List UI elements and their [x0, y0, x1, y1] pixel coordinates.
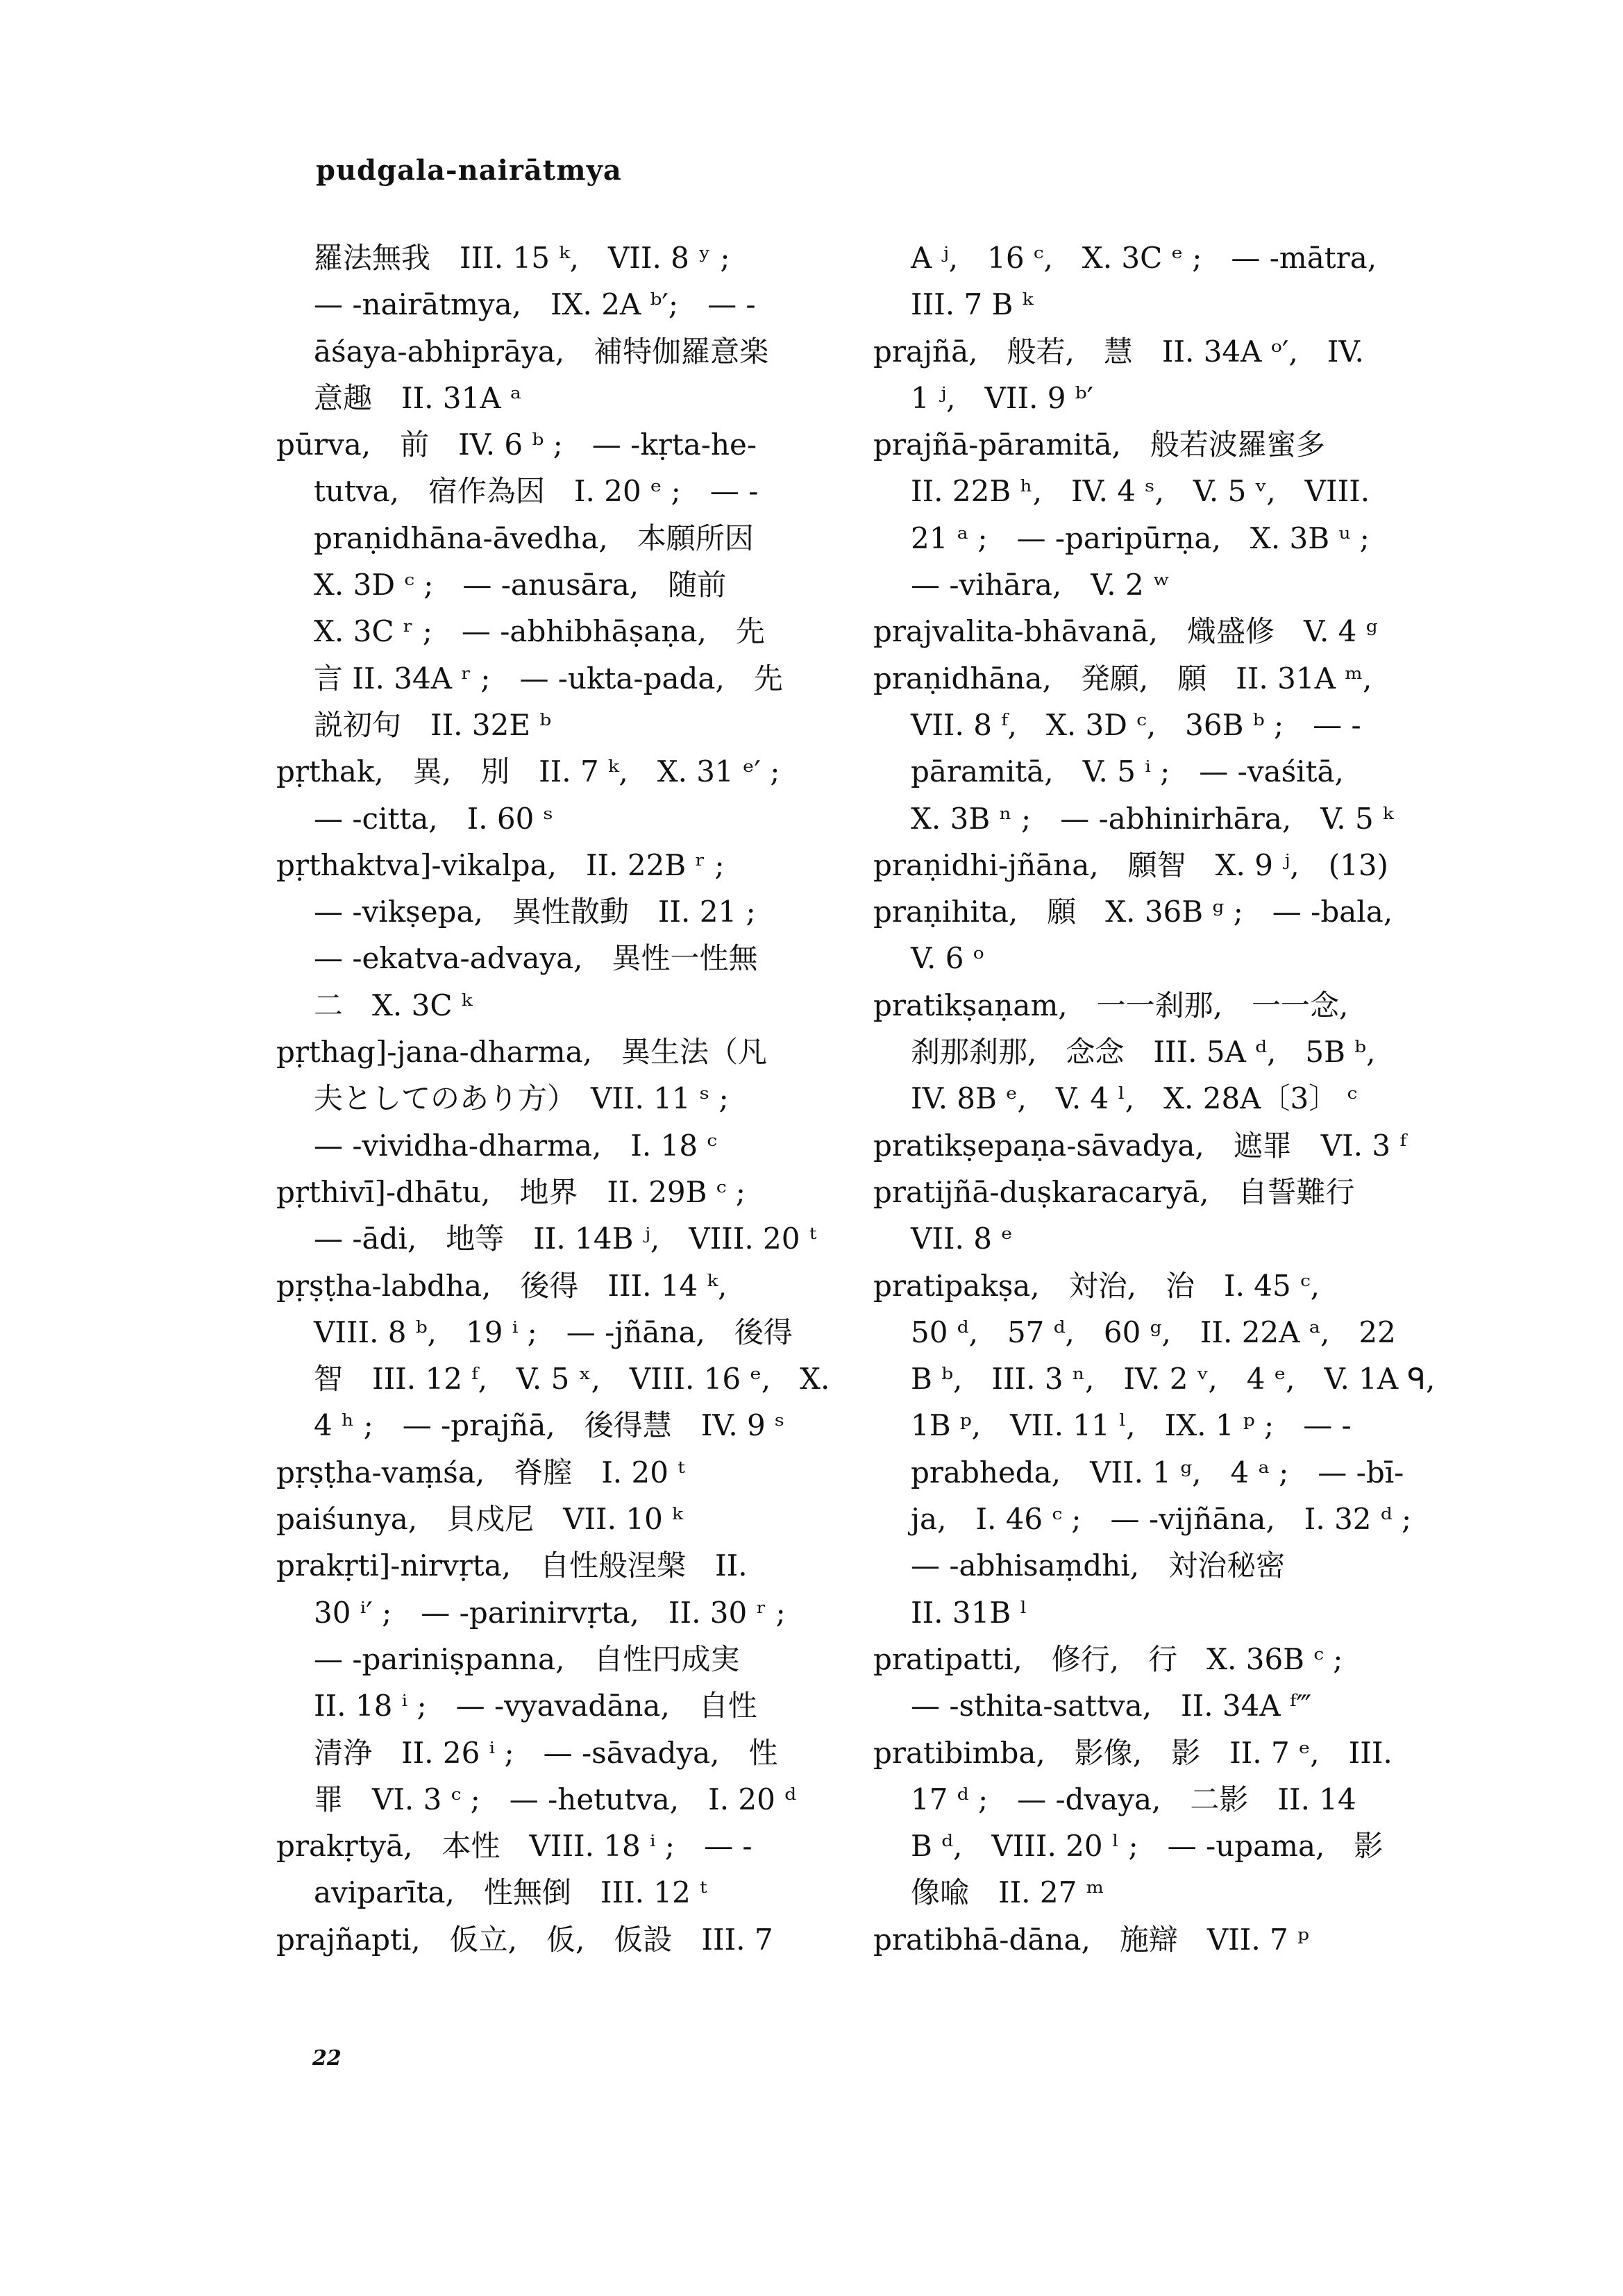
index-line: aviparīta, 性無倒 III. 12 ᵗ: [314, 1875, 707, 1910]
index-line: pratikṣaṇam, 一一刹那, 一一念,: [873, 988, 1349, 1022]
index-line: 智 III. 12 ᶠ, V. 5 ˣ, VIII. 16 ᵉ, X.: [314, 1362, 830, 1396]
index-line: VII. 8 ᶠ, X. 3D ᶜ, 36B ᵇ ; — -: [911, 707, 1361, 742]
index-line: prakṛtyā, 本性 VIII. 18 ⁱ ; — -: [276, 1829, 752, 1864]
index-line: — -nairātmya, IX. 2A ᵇ′; — -: [314, 287, 756, 322]
index-line: pāramitā, V. 5 ⁱ ; — -vaśitā,: [911, 754, 1344, 789]
index-line: V. 6 ᵒ: [911, 941, 984, 976]
index-line: 50 ᵈ, 57 ᵈ, 60 ᵍ, II. 22A ᵃ, 22: [911, 1315, 1396, 1349]
right-column: [873, 235, 1436, 1963]
index-line: paiśunya, 貝戍尼 VII. 10 ᵏ: [276, 1502, 683, 1537]
index-line: pṛthag]-jana-dharma, 異生法（凡: [276, 1035, 768, 1070]
index-line: 夫としてのあり方） VII. 11 ˢ ;: [314, 1081, 729, 1116]
index-line: X. 3B ⁿ ; — -abhinirhāra, V. 5 ᵏ: [911, 801, 1394, 836]
index-line: prajñā, 般若, 慧 II. 34A ᵒ′, IV.: [873, 334, 1364, 369]
index-line: pratikṣepaṇa-sāvadya, 遮罪 VI. 3 ᶠ: [873, 1128, 1406, 1163]
index-line: pratipakṣa, 対治, 治 I. 45 ᶜ,: [873, 1268, 1320, 1303]
index-line: II. 18 ⁱ ; — -vyavadāna, 自性: [314, 1689, 757, 1723]
index-line: pṛthak, 異, 別 II. 7 ᵏ, X. 31 ᵉ′ ;: [276, 754, 780, 789]
index-line: III. 7 B ᵏ: [911, 287, 1034, 322]
index-line: prajñā-pāramitā, 般若波羅蜜多: [873, 428, 1325, 462]
index-line: ja, I. 46 ᶜ ; — -vijñāna, I. 32 ᵈ ;: [911, 1502, 1412, 1537]
index-line: prabheda, VII. 1 ᵍ, 4 ᵃ ; — -bī-: [911, 1455, 1404, 1489]
index-line: 説初句 II. 32E ᵇ: [314, 707, 552, 742]
index-line: — -ādi, 地等 II. 14B ʲ, VIII. 20 ᵗ: [314, 1222, 817, 1256]
index-line: praṇidhāna-āvedha, 本願所因: [314, 521, 754, 555]
index-line: pratibhā-dāna, 施辯 VII. 7 ᵖ: [873, 1922, 1309, 1957]
index-line: praṇidhi-jñāna, 願智 X. 9 ʲ, (13): [873, 847, 1388, 882]
index-line: X. 3D ᶜ ; — -anusāra, 随前: [314, 568, 727, 602]
index-line: prajñapti, 仮立, 仮, 仮設 III. 7: [276, 1922, 773, 1957]
index-line: pṛṣṭha-labdha, 後得 III. 14 ᵏ,: [276, 1268, 728, 1303]
index-line: 言 II. 34A ʳ ; — -ukta-pada, 先: [314, 661, 783, 695]
left-column: [276, 235, 830, 1963]
index-line: 刹那刹那, 念念 III. 5A ᵈ, 5B ᵇ,: [911, 1035, 1376, 1070]
index-line: 17 ᵈ ; — -dvaya, 二影 II. 14: [911, 1782, 1356, 1816]
index-line: prajvalita-bhāvanā, 熾盛修 V. 4 ᵍ: [873, 614, 1378, 649]
index-line: 二 X. 3C ᵏ: [314, 988, 473, 1022]
index-line: B ᵇ, III. 3 ⁿ, IV. 2 ᵛ, 4 ᵉ, V. 1A ᑫ,: [911, 1362, 1436, 1396]
index-line: pūrva, 前 IV. 6 ᵇ ; — -kṛta-he-: [276, 428, 757, 462]
index-line: — -vihāra, V. 2 ʷ: [911, 568, 1170, 602]
index-line: B ᵈ, VIII. 20 ˡ ; — -upama, 影: [911, 1829, 1384, 1864]
index-line: 21 ᵃ ; — -paripūrṇa, X. 3B ᵘ ;: [911, 521, 1370, 555]
index-line: prakṛti]-nirvṛta, 自性般涅槃 II.: [276, 1548, 748, 1583]
index-line: 罪 VI. 3 ᶜ ; — -hetutva, I. 20 ᵈ: [314, 1782, 796, 1816]
index-line: 意趣 II. 31A ᵃ: [314, 380, 522, 415]
index-line: — -ekatva-advaya, 異性一性無: [314, 941, 758, 976]
index-line: — -vikṣepa, 異性散動 II. 21 ;: [314, 895, 756, 929]
index-line: praṇidhāna, 発願, 願 II. 31A ᵐ,: [873, 661, 1372, 695]
index-line: II. 31B ˡ: [911, 1595, 1027, 1630]
index-line: pṛṣṭha-vaṃśa, 脊膣 I. 20 ᵗ: [276, 1455, 685, 1489]
index-line: pṛthivī]-dhātu, 地界 II. 29B ᶜ ;: [276, 1174, 746, 1209]
index-line: — -vividha-dharma, I. 18 ᶜ: [314, 1128, 717, 1163]
index-line: pratibimba, 影像, 影 II. 7 ᵉ, III.: [873, 1735, 1393, 1770]
index-line: 清浄 II. 26 ⁱ ; — -sāvadya, 性: [314, 1735, 778, 1770]
index-line: pṛthaktva]-vikalpa, II. 22B ʳ ;: [276, 847, 725, 882]
index-line: 1B ᵖ, VII. 11 ˡ, IX. 1 ᵖ ; — -: [911, 1408, 1352, 1443]
index-line: 羅法無我 III. 15 ᵏ, VII. 8 ʸ ;: [314, 241, 730, 275]
index-line: pratipatti, 修行, 行 X. 36B ᶜ ;: [873, 1641, 1343, 1676]
index-line: IV. 8B ᵉ, V. 4 ˡ, X. 28A〔3〕 ᶜ: [911, 1081, 1358, 1116]
index-line: 1 ʲ, VII. 9 ᵇ′: [911, 380, 1094, 415]
index-line: — -abhisaṃdhi, 対治秘密: [911, 1548, 1286, 1583]
index-line: tutva, 宿作為因 I. 20 ᵉ ; — -: [314, 474, 759, 509]
index-line: praṇihita, 願 X. 36B ᵍ ; — -bala,: [873, 895, 1393, 929]
page-header: pudgala-nairātmya: [316, 154, 622, 187]
index-line: X. 3C ʳ ; — -abhibhāṣaṇa, 先: [314, 614, 765, 649]
index-line: VIII. 8 ᵇ, 19 ⁱ ; — -jñāna, 後得: [314, 1315, 793, 1349]
index-line: 30 ⁱ′ ; — -parinirvṛta, II. 30 ʳ ;: [314, 1595, 786, 1630]
index-line: āśaya-abhiprāya, 補特伽羅意楽: [314, 334, 769, 369]
index-line: II. 22B ʰ, IV. 4 ˢ, V. 5 ᵛ, VIII.: [911, 474, 1370, 509]
index-line: — -sthita-sattva, II. 34A ᶠ‴: [911, 1689, 1312, 1723]
index-line: VII. 8 ᵉ: [911, 1222, 1013, 1256]
index-line: 4 ʰ ; — -prajñā, 後得慧 IV. 9 ˢ: [314, 1408, 785, 1443]
index-line: pratijñā-duṣkaracaryā, 自誓難行: [873, 1174, 1355, 1209]
index-line: A ʲ, 16 ᶜ, X. 3C ᵉ ; — -mātra,: [911, 241, 1377, 275]
index-line: — -pariniṣpanna, 自性円成実: [314, 1641, 740, 1676]
index-line: 像喩 II. 27 ᵐ: [911, 1875, 1104, 1910]
index-line: — -citta, I. 60 ˢ: [314, 801, 553, 836]
page-number: 22: [312, 2046, 342, 2070]
